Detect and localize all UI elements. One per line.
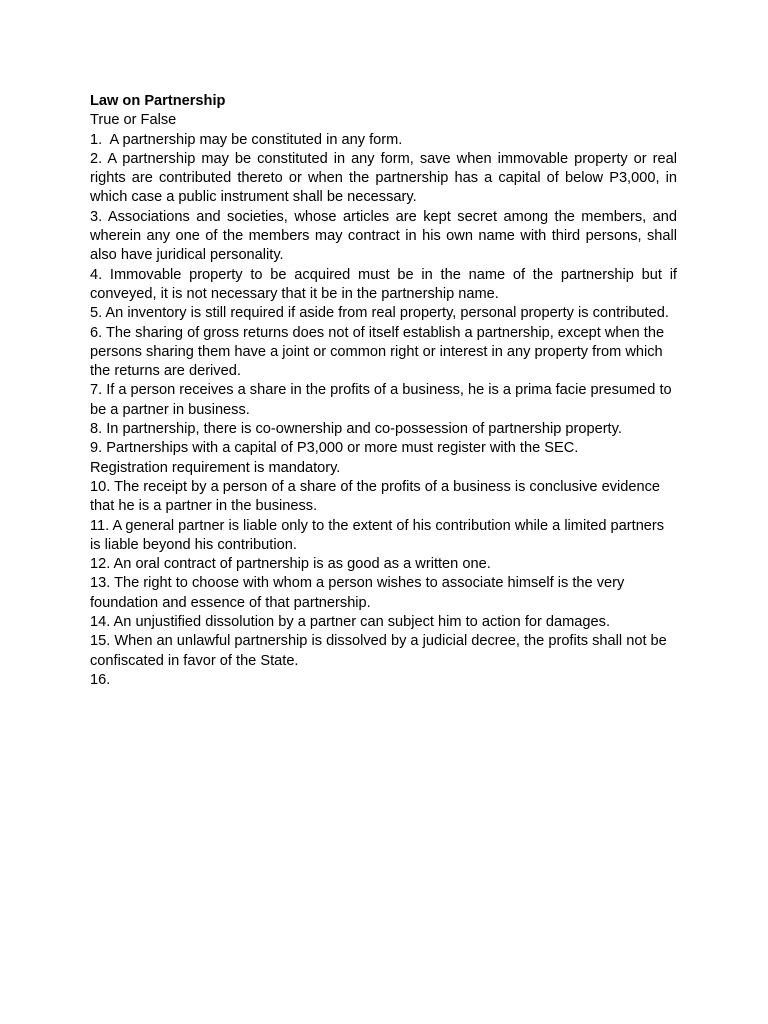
question-item: 9. Partnerships with a capital of P3,000 or more must register with the SEC.	[90, 440, 579, 457]
question-item: 13. The right to choose with whom a person wishes to associate himself is the very foundation and essence of that partnership.	[90, 575, 629, 611]
document-title: Law on Partnership	[90, 93, 226, 109]
question-item: 12. An oral contract of partnership is as good as a written one.	[90, 556, 491, 573]
question-item: 14. An unjustified dissolution by a partner can subject him to action for damages.	[90, 614, 611, 631]
question-item: 15. When an unlawful partnership is dissolved by a judicial decree, the profits shall not be confiscated in favor of the State.	[90, 633, 671, 669]
question-item: 6. The sharing of gross returns does not of itself establish a partnership, except when the persons sharing them have a joint or common right or interest in any property from which the returns are derived.	[90, 324, 669, 380]
document-subtitle: True or False	[90, 112, 177, 129]
question-item: 7. If a person receives a share in the profits of a business, he is a prima facie presumed to be a partner in business.	[90, 382, 676, 418]
question-item: 10. The receipt by a person of a share of the profits of a business is conclusive evidence that he is a partner in the business.	[90, 478, 665, 515]
question-item: 8. In partnership, there is co-ownership and co-possession of partnership property.	[90, 421, 622, 438]
question-item: 4. Immovable property to be acquired must be in the name of the partnership but if conveyed, it is not necessary that it be in the partnership name.	[90, 266, 682, 302]
question-item: 16.	[90, 671, 111, 688]
question-item: 2. A partnership may be constituted in any form, save when immovable property or real rights are contributed thereto or when the partnership has a capital of below P3,000, in which case a public instrument shall be necessary.	[90, 150, 682, 206]
question-item: 1. A partnership may be constituted in any form.	[90, 131, 403, 148]
question-item: Registration requirement is mandatory.	[90, 459, 341, 476]
question-item: 11. A general partner is liable only to the extent of his contribution while a limited partners is liable beyond his contribution.	[90, 517, 669, 553]
document-body	[90, 92, 682, 690]
question-item: 5. An inventory is still required if aside from real property, personal property is contributed.	[90, 305, 669, 322]
question-item: 3. Associations and societies, whose articles are kept secret among the members, and wherein any one of the members may contract in his own name with third persons, shall also have juridical personality.	[90, 208, 682, 264]
